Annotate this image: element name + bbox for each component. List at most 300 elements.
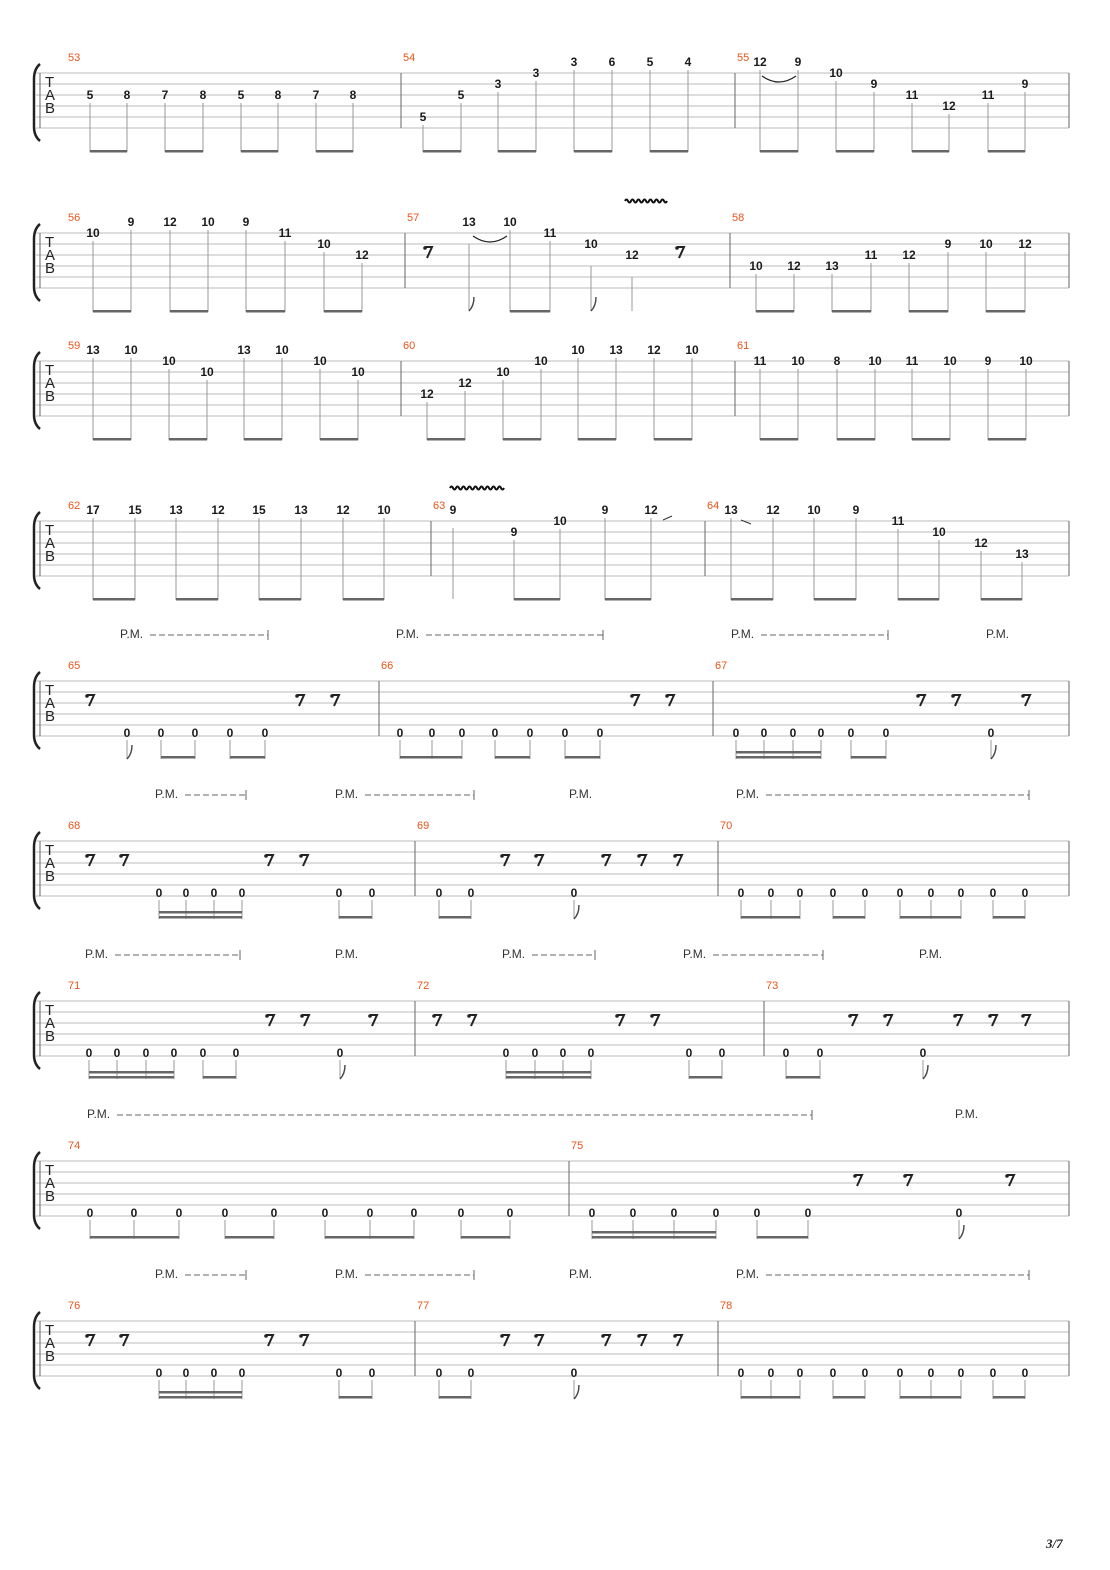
beam bbox=[203, 1076, 236, 1079]
fret-number: 13 bbox=[1015, 547, 1029, 561]
measure-number: 55 bbox=[737, 52, 750, 64]
beam bbox=[169, 438, 207, 441]
eighth-rest-dot bbox=[951, 694, 955, 698]
fret-number: 0 bbox=[989, 886, 997, 900]
fret-number: 3 bbox=[570, 55, 578, 69]
fret-number: 0 bbox=[428, 726, 436, 740]
fret-number: 12 bbox=[647, 343, 661, 357]
fret-number: 0 bbox=[506, 1206, 514, 1220]
fret-number: 0 bbox=[410, 1206, 418, 1220]
fret-number: 0 bbox=[261, 726, 269, 740]
eighth-rest-dot bbox=[601, 854, 605, 858]
measure-number: 74 bbox=[68, 1140, 81, 1152]
beam bbox=[731, 598, 773, 601]
fret-number: 10 bbox=[162, 354, 176, 368]
fret-number: 0 bbox=[896, 1366, 904, 1380]
fret-number: 0 bbox=[232, 1046, 240, 1060]
system-bracket bbox=[34, 672, 40, 749]
fret-number: 0 bbox=[526, 726, 534, 740]
beam bbox=[833, 916, 865, 919]
fret-number: 0 bbox=[210, 886, 218, 900]
fret-number: 0 bbox=[919, 1046, 927, 1060]
fret-number: 9 bbox=[601, 503, 609, 517]
fret-number: 5 bbox=[457, 88, 465, 102]
fret-number: 9 bbox=[984, 354, 992, 368]
fret-number: 17 bbox=[86, 503, 100, 517]
beam bbox=[427, 438, 465, 441]
palm-mute-label: P.M. bbox=[155, 787, 179, 801]
fret-number: 11 bbox=[543, 226, 557, 240]
tie-arc bbox=[473, 236, 507, 242]
measure-number: 77 bbox=[417, 1300, 430, 1312]
measure-number: 54 bbox=[403, 52, 416, 64]
fret-number: 0 bbox=[670, 1206, 678, 1220]
tab-clef-letter: B bbox=[45, 1028, 56, 1045]
eighth-rest-dot bbox=[903, 1174, 907, 1178]
beam bbox=[165, 150, 203, 153]
beam bbox=[565, 756, 600, 759]
beam bbox=[786, 1076, 820, 1079]
tab-clef-letter: A bbox=[45, 87, 56, 104]
beam bbox=[736, 756, 821, 759]
palm-mute-label: P.M. bbox=[87, 1107, 111, 1121]
fret-number: 13 bbox=[825, 259, 839, 273]
fret-number: 10 bbox=[943, 354, 957, 368]
eighth-rest-dot bbox=[295, 694, 299, 698]
beam bbox=[400, 756, 462, 759]
tab-system-1 bbox=[34, 64, 1069, 141]
beam bbox=[324, 310, 362, 313]
fret-number: 13 bbox=[237, 343, 251, 357]
fret-number: 0 bbox=[155, 1366, 163, 1380]
beam bbox=[900, 916, 961, 919]
fret-number: 9 bbox=[1021, 77, 1029, 91]
beam bbox=[986, 310, 1025, 313]
fret-number: 0 bbox=[182, 1366, 190, 1380]
beam bbox=[654, 438, 692, 441]
tab-system-7 bbox=[34, 992, 1069, 1069]
fret-number: 12 bbox=[942, 99, 956, 113]
beam bbox=[510, 310, 550, 313]
eighth-rest-dot bbox=[637, 1334, 641, 1338]
fret-number: 6 bbox=[608, 55, 616, 69]
tab-clef-letter: A bbox=[45, 855, 56, 872]
fret-number: 13 bbox=[169, 503, 183, 517]
fret-number: 12 bbox=[355, 248, 369, 262]
fret-number: 10 bbox=[351, 365, 365, 379]
note-flag bbox=[340, 1065, 345, 1079]
fret-number: 0 bbox=[753, 1206, 761, 1220]
eighth-rest-dot bbox=[675, 246, 679, 250]
fret-number: 12 bbox=[420, 387, 434, 401]
fret-number: 0 bbox=[737, 886, 745, 900]
fret-number: 12 bbox=[458, 376, 472, 390]
tab-clef-letter: A bbox=[45, 247, 56, 264]
fret-number: 13 bbox=[609, 343, 623, 357]
beam bbox=[837, 438, 875, 441]
beam bbox=[760, 150, 798, 153]
fret-number: 5 bbox=[646, 55, 654, 69]
fret-number: 8 bbox=[274, 88, 282, 102]
palm-mute-label: P.M. bbox=[919, 947, 943, 961]
palm-mute-label: P.M. bbox=[502, 947, 526, 961]
fret-number: 0 bbox=[629, 1206, 637, 1220]
fret-number: 0 bbox=[170, 1046, 178, 1060]
eighth-rest-dot bbox=[119, 1334, 123, 1338]
fret-number: 12 bbox=[625, 248, 639, 262]
beam bbox=[814, 598, 856, 601]
measure-number: 75 bbox=[571, 1140, 584, 1152]
palm-mute-label: P.M. bbox=[120, 627, 144, 641]
fret-number: 5 bbox=[419, 110, 427, 124]
eighth-rest-dot bbox=[85, 1334, 89, 1338]
eighth-rest-dot bbox=[119, 854, 123, 858]
tab-clef-letter: B bbox=[45, 548, 56, 565]
fret-number: 13 bbox=[462, 215, 476, 229]
fret-number: 10 bbox=[496, 365, 510, 379]
fret-number: 10 bbox=[807, 503, 821, 517]
eighth-rest-dot bbox=[467, 1014, 471, 1018]
eighth-rest-dot bbox=[953, 1014, 957, 1018]
fret-number: 0 bbox=[896, 886, 904, 900]
tab-clef-letter: T bbox=[45, 234, 55, 251]
beam bbox=[320, 438, 358, 441]
beam bbox=[93, 310, 131, 313]
tab-system-8 bbox=[34, 1152, 1069, 1229]
tab-clef-letter: T bbox=[45, 1162, 55, 1179]
palm-mute-label: P.M. bbox=[736, 787, 760, 801]
fret-number: 10 bbox=[571, 343, 585, 357]
measure-number: 61 bbox=[737, 340, 750, 352]
palm-mute-label: P.M. bbox=[335, 1267, 359, 1281]
fret-number: 11 bbox=[864, 248, 878, 262]
page-number: 3/7 bbox=[1046, 1536, 1063, 1551]
fret-number: 10 bbox=[553, 514, 567, 528]
palm-mute-label: P.M. bbox=[569, 787, 593, 801]
fret-number: 0 bbox=[210, 1366, 218, 1380]
tab-clef-letter: A bbox=[45, 1175, 56, 1192]
measure-number: 71 bbox=[68, 980, 81, 992]
beam bbox=[495, 756, 530, 759]
eighth-rest-dot bbox=[615, 1014, 619, 1018]
beam-secondary bbox=[159, 1391, 242, 1394]
palm-mute-label: P.M. bbox=[955, 1107, 979, 1121]
fret-number: 12 bbox=[902, 248, 916, 262]
eighth-rest-dot bbox=[264, 854, 268, 858]
fret-number: 0 bbox=[366, 1206, 374, 1220]
fret-number: 9 bbox=[870, 77, 878, 91]
fret-number: 0 bbox=[85, 1046, 93, 1060]
beam bbox=[741, 1396, 800, 1399]
beam bbox=[592, 1236, 716, 1239]
eighth-rest-dot bbox=[665, 694, 669, 698]
measure-number: 66 bbox=[381, 660, 394, 672]
measure-number: 60 bbox=[403, 340, 416, 352]
tab-clef-letter: A bbox=[45, 375, 56, 392]
system-bracket bbox=[34, 352, 40, 429]
fret-number: 0 bbox=[113, 1046, 121, 1060]
tie-arc bbox=[762, 76, 796, 82]
beam-secondary bbox=[159, 911, 242, 914]
beam bbox=[900, 1396, 961, 1399]
tab-clef-letter: A bbox=[45, 1015, 56, 1032]
tab-clef-letter: B bbox=[45, 100, 56, 117]
tab-system-4 bbox=[34, 512, 1069, 589]
tab-clef-letter: B bbox=[45, 1188, 56, 1205]
beam bbox=[259, 598, 301, 601]
fret-number: 0 bbox=[587, 1046, 595, 1060]
palm-mute-label: P.M. bbox=[85, 947, 109, 961]
beam bbox=[241, 150, 278, 153]
fret-number: 10 bbox=[584, 237, 598, 251]
fret-number: 0 bbox=[491, 726, 499, 740]
beam bbox=[93, 598, 135, 601]
eighth-rest-dot bbox=[432, 1014, 436, 1018]
measure-number: 59 bbox=[68, 340, 81, 352]
beam bbox=[244, 438, 282, 441]
fret-number: 0 bbox=[336, 1046, 344, 1060]
beam bbox=[170, 310, 208, 313]
measure-number: 69 bbox=[417, 820, 430, 832]
fret-number: 0 bbox=[321, 1206, 329, 1220]
eighth-rest-dot bbox=[299, 1334, 303, 1338]
fret-number: 0 bbox=[435, 886, 443, 900]
fret-number: 0 bbox=[732, 726, 740, 740]
eighth-rest-dot bbox=[534, 854, 538, 858]
fret-number: 0 bbox=[767, 1366, 775, 1380]
fret-number: 0 bbox=[685, 1046, 693, 1060]
eighth-rest-dot bbox=[853, 1174, 857, 1178]
palm-mute-label: P.M. bbox=[396, 627, 420, 641]
tab-clef-letter: T bbox=[45, 1002, 55, 1019]
fret-number: 0 bbox=[861, 886, 869, 900]
fret-number: 10 bbox=[503, 215, 517, 229]
fret-number: 12 bbox=[163, 215, 177, 229]
fret-number: 10 bbox=[200, 365, 214, 379]
fret-number: 0 bbox=[270, 1206, 278, 1220]
fret-number: 10 bbox=[791, 354, 805, 368]
fret-number: 0 bbox=[561, 726, 569, 740]
fret-number: 13 bbox=[86, 343, 100, 357]
fret-number: 0 bbox=[817, 726, 825, 740]
fret-number: 13 bbox=[724, 503, 738, 517]
fret-number: 0 bbox=[789, 726, 797, 740]
fret-number: 15 bbox=[128, 503, 142, 517]
tab-clef-letter: T bbox=[45, 522, 55, 539]
beam bbox=[461, 1236, 510, 1239]
system-bracket bbox=[34, 992, 40, 1069]
beam bbox=[439, 916, 471, 919]
beam bbox=[498, 150, 536, 153]
tab-clef-letter: T bbox=[45, 1322, 55, 1339]
fret-number: 0 bbox=[335, 1366, 343, 1380]
beam bbox=[741, 916, 800, 919]
measure-number: 76 bbox=[68, 1300, 81, 1312]
fret-number: 12 bbox=[1018, 237, 1032, 251]
fret-number: 7 bbox=[161, 88, 169, 102]
fret-number: 0 bbox=[559, 1046, 567, 1060]
beam bbox=[981, 598, 1022, 601]
eighth-rest-dot bbox=[1021, 1014, 1025, 1018]
beam bbox=[503, 438, 541, 441]
beam bbox=[439, 1396, 471, 1399]
eighth-rest-dot bbox=[534, 1334, 538, 1338]
measure-number: 64 bbox=[707, 500, 720, 512]
vibrato-mark bbox=[450, 487, 504, 490]
fret-number: 11 bbox=[905, 88, 919, 102]
beam bbox=[176, 598, 218, 601]
eighth-rest-dot bbox=[673, 1334, 677, 1338]
fret-number: 0 bbox=[238, 886, 246, 900]
fret-number: 0 bbox=[955, 1206, 963, 1220]
fret-number: 0 bbox=[531, 1046, 539, 1060]
fret-number: 15 bbox=[252, 503, 266, 517]
beam bbox=[757, 1236, 808, 1239]
beam bbox=[756, 310, 794, 313]
beam bbox=[833, 1396, 865, 1399]
eighth-rest-dot bbox=[601, 1334, 605, 1338]
fret-number: 10 bbox=[201, 215, 215, 229]
eighth-rest-dot bbox=[85, 694, 89, 698]
measure-number: 73 bbox=[766, 980, 779, 992]
beam-secondary bbox=[736, 751, 821, 754]
fret-number: 10 bbox=[86, 226, 100, 240]
fret-number: 0 bbox=[199, 1046, 207, 1060]
fret-number: 0 bbox=[782, 1046, 790, 1060]
fret-number: 0 bbox=[796, 886, 804, 900]
beam bbox=[339, 916, 372, 919]
palm-mute-label: P.M. bbox=[731, 627, 755, 641]
fret-number: 10 bbox=[749, 259, 763, 273]
beam bbox=[159, 916, 242, 919]
fret-number: 0 bbox=[1021, 1366, 1029, 1380]
eighth-rest-dot bbox=[330, 694, 334, 698]
fret-number: 0 bbox=[737, 1366, 745, 1380]
palm-mute-label: P.M. bbox=[335, 787, 359, 801]
fret-number: 10 bbox=[534, 354, 548, 368]
fret-number: 0 bbox=[927, 1366, 935, 1380]
fret-number: 0 bbox=[502, 1046, 510, 1060]
eighth-rest-dot bbox=[85, 854, 89, 858]
note-flag bbox=[469, 297, 474, 311]
fret-number: 12 bbox=[336, 503, 350, 517]
fret-number: 0 bbox=[1021, 886, 1029, 900]
fret-number: 0 bbox=[847, 726, 855, 740]
eighth-rest-dot bbox=[630, 694, 634, 698]
fret-number: 4 bbox=[684, 55, 692, 69]
tab-system-5 bbox=[34, 672, 1069, 749]
eighth-rest-dot bbox=[423, 246, 427, 250]
tab-clef-letter: B bbox=[45, 708, 56, 725]
fret-number: 8 bbox=[349, 88, 357, 102]
fret-number: 3 bbox=[494, 77, 502, 91]
note-flag bbox=[574, 1385, 579, 1399]
fret-number: 10 bbox=[829, 66, 843, 80]
fret-number: 0 bbox=[712, 1206, 720, 1220]
fret-number: 0 bbox=[157, 726, 165, 740]
measure-number: 53 bbox=[68, 52, 81, 64]
fret-number: 0 bbox=[829, 1366, 837, 1380]
fret-number: 0 bbox=[458, 726, 466, 740]
fret-number: 11 bbox=[753, 354, 767, 368]
fret-number: 12 bbox=[787, 259, 801, 273]
fret-number: 0 bbox=[130, 1206, 138, 1220]
tab-clef-letter: T bbox=[45, 74, 55, 91]
fret-number: 0 bbox=[987, 726, 995, 740]
fret-number: 5 bbox=[237, 88, 245, 102]
fret-number: 0 bbox=[767, 886, 775, 900]
fret-number: 0 bbox=[467, 886, 475, 900]
fret-number: 12 bbox=[211, 503, 225, 517]
note-flag bbox=[591, 297, 596, 311]
fret-number: 10 bbox=[275, 343, 289, 357]
tab-clef-letter: A bbox=[45, 695, 56, 712]
fret-number: 8 bbox=[833, 354, 841, 368]
beam bbox=[506, 1076, 591, 1079]
measure-number: 63 bbox=[433, 500, 446, 512]
fret-number: 13 bbox=[294, 503, 308, 517]
fret-number: 10 bbox=[932, 525, 946, 539]
eighth-rest-dot bbox=[673, 854, 677, 858]
fret-number: 9 bbox=[944, 237, 952, 251]
beam bbox=[988, 438, 1026, 441]
fret-number: 12 bbox=[766, 503, 780, 517]
beam bbox=[225, 1236, 274, 1239]
eighth-rest-dot bbox=[368, 1014, 372, 1018]
tab-clef-letter: T bbox=[45, 682, 55, 699]
fret-number: 10 bbox=[124, 343, 138, 357]
fret-number: 0 bbox=[570, 1366, 578, 1380]
fret-number: 0 bbox=[182, 886, 190, 900]
beam bbox=[898, 598, 939, 601]
beam bbox=[993, 916, 1025, 919]
fret-number: 8 bbox=[123, 88, 131, 102]
fret-number: 11 bbox=[981, 88, 995, 102]
fret-number: 3 bbox=[532, 66, 540, 80]
note-flag bbox=[127, 745, 132, 759]
tab-clef-letter: T bbox=[45, 842, 55, 859]
beam bbox=[514, 598, 560, 601]
tab-clef-letter: B bbox=[45, 1348, 56, 1365]
fret-number: 0 bbox=[760, 726, 768, 740]
eighth-rest-dot bbox=[1005, 1174, 1009, 1178]
fret-number: 9 bbox=[449, 503, 457, 517]
beam bbox=[912, 150, 949, 153]
fret-number: 8 bbox=[199, 88, 207, 102]
eighth-rest-dot bbox=[300, 1014, 304, 1018]
fret-number: 0 bbox=[221, 1206, 229, 1220]
beam bbox=[159, 1396, 242, 1399]
fret-number: 0 bbox=[957, 886, 965, 900]
fret-number: 0 bbox=[804, 1206, 812, 1220]
tab-clef-letter: A bbox=[45, 535, 56, 552]
system-bracket bbox=[34, 1312, 40, 1389]
fret-number: 10 bbox=[317, 237, 331, 251]
fret-number: 0 bbox=[467, 1366, 475, 1380]
beam bbox=[93, 438, 131, 441]
tab-clef-letter: B bbox=[45, 868, 56, 885]
fret-number: 0 bbox=[226, 726, 234, 740]
beam bbox=[343, 598, 384, 601]
beam bbox=[836, 150, 874, 153]
fret-number: 12 bbox=[644, 503, 658, 517]
beam bbox=[574, 150, 612, 153]
palm-mute-label: P.M. bbox=[335, 947, 359, 961]
note-flag bbox=[923, 1065, 928, 1079]
fret-number: 0 bbox=[989, 1366, 997, 1380]
fret-number: 11 bbox=[905, 354, 919, 368]
beam-secondary bbox=[89, 1071, 174, 1074]
